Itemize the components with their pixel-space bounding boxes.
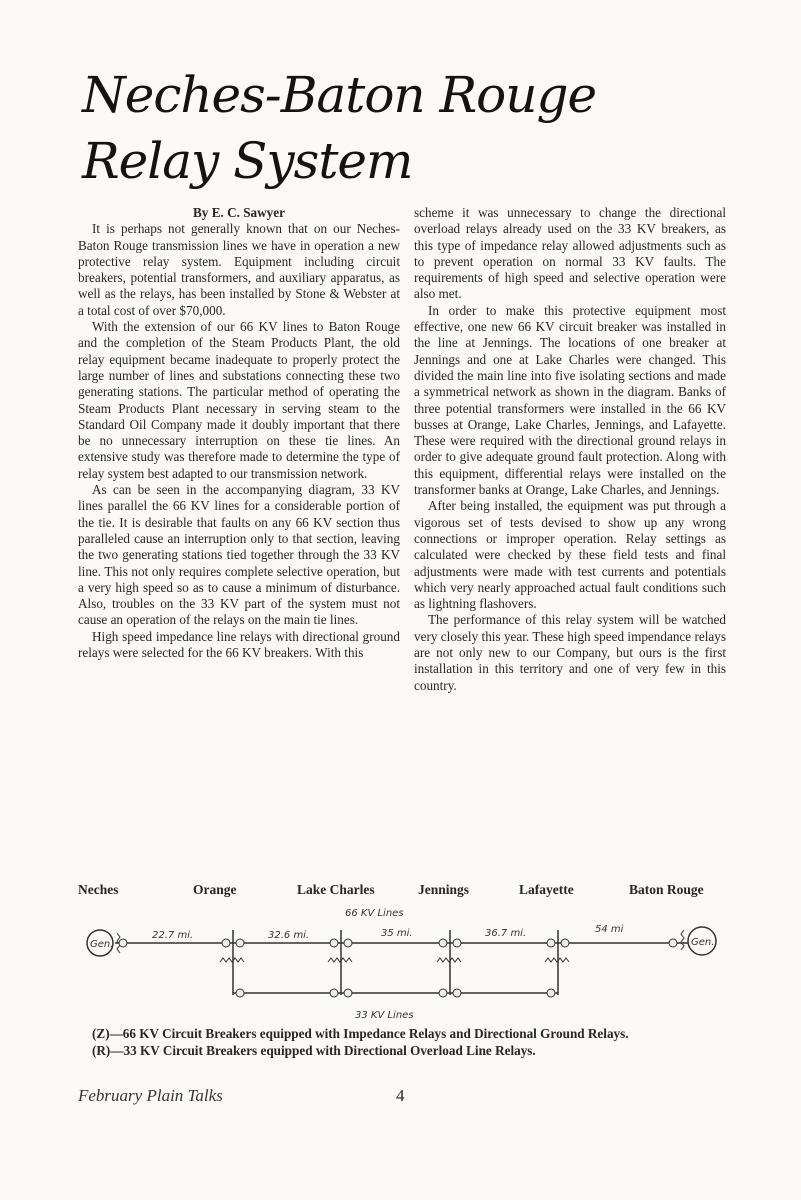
gen-label-right: Gen.: [691, 937, 715, 948]
distance-label: 36.7 mi.: [485, 928, 527, 939]
station-lake-charles: Lake Charles: [297, 882, 375, 897]
station-jennings: Jennings: [418, 882, 470, 897]
lower-line-label: 33 KV Lines: [355, 1010, 414, 1021]
distance-label: 35 mi.: [381, 928, 413, 939]
right-column: [414, 205, 726, 694]
paragraph: As can be seen in the accompanying diagram, 33 KV lines parallel the 66 KV lines for a considerable portion of the tie. It is desirable that faults on any 66 KV section thus paralleled cause an interruption only to that section, leaving the two generating stations tied together through the 33 KV line. This not only requires complete selective operation, but a very high speed so as to cause a minimum of disturbance. Also, troubles on the 33 KV part of the system must not cause an operation of the relays on the main tie lines.: [78, 482, 400, 628]
gen-label-left: Gen.: [90, 939, 114, 950]
distance-label: 54 mi: [595, 924, 624, 935]
relay-network-diagram: [0, 900, 801, 1025]
station-baton-rouge: Baton Rouge: [629, 882, 704, 897]
upper-line-label: 66 KV Lines: [345, 908, 404, 919]
station-orange: Orange: [193, 882, 237, 897]
page-number: 4: [396, 1086, 405, 1105]
byline: By E. C. Sawyer: [193, 205, 285, 220]
paragraph: In order to make this protective equipment most effective, one new 66 KV circuit breaker was installed in the line at Jennings. The locations of one breaker at Jennings and one at Lake Charles were changed. This divided the main line into five isolating sections and made a symmetrical network as shown in the diagram. Banks of three potential transformers were installed in the 66 KV busses at Orange, Lake Charles, Jennings, and Lafayette. These were required with the directional ground relays in order to give adequate ground fault protection. Along with this equipment, differential relays were installed on the transformer banks at Orange, Lake Charles, and Jennings.: [414, 302, 726, 498]
legend-z: (Z)—66 KV Circuit Breakers equipped with Impedance Relays and Directional Ground Relays.: [92, 1026, 629, 1041]
paragraph: It is perhaps not generally known that on our Neches-Baton Rouge transmission lines we have in operation a new protective relay system. Equipment including circuit breakers, potential transformers, and auxiliary apparatus, as well as the relays, has been installed by Stone & Webster at a total cost of over $70,000.: [78, 221, 400, 318]
paragraph: scheme it was unnecessary to change the directional overload relays already used on the 33 KV breakers, as this type of impedance relay allowed adjustments such as to prevent operation on normal 33 KV faults. The requirements of high speed and selective operation were also met.: [414, 205, 726, 302]
station-neches: Neches: [78, 882, 119, 897]
title-line-1: Neches-Baton Rouge: [82, 66, 597, 124]
station-lafayette: Lafayette: [519, 882, 574, 897]
diagram-legend: [78, 1026, 724, 1059]
article-title: [82, 62, 596, 194]
title-line-2: Relay System: [82, 132, 413, 190]
distance-label: 32.6 mi.: [268, 930, 310, 941]
paragraph: The performance of this relay system will be watched very closely this year. These high speed impendance relays are not only new to our Company, but ours is the first installation in this territory and one of very few in this country.: [414, 612, 726, 693]
paragraph: High speed impedance line relays with directional ground relays were selected for the 66 KV breakers. With this: [78, 628, 400, 661]
legend-r: (R)—33 KV Circuit Breakers equipped with Directional Overload Line Relays.: [92, 1042, 536, 1058]
left-column: [78, 205, 400, 661]
paragraph: After being installed, the equipment was put through a vigorous set of tests devised to show up any wrong connections or improper operation. Relay settings as calculated were checked by these field tests and final adjustments were made with test currents and potentials which very nearly approached actual fault conditions such as lightning flashovers.: [414, 498, 726, 612]
distance-label: 22.7 mi.: [152, 930, 194, 941]
publication-name: February Plain Talks: [78, 1086, 223, 1105]
paragraph: With the extension of our 66 KV lines to Baton Rouge and the completion of the Steam Products Plant, the old relay equipment became inadequate to properly protect the large number of lines and substations connecting these two generating stations. The particular method of operating the Steam Products Plant necessary in serving steam to the Standard Oil Company made it doubly important that there be no unnecessary interruption on these tie lines. An extensive study was therefore made to determine the type of relay system best adapted to our transmission network.: [78, 319, 400, 481]
